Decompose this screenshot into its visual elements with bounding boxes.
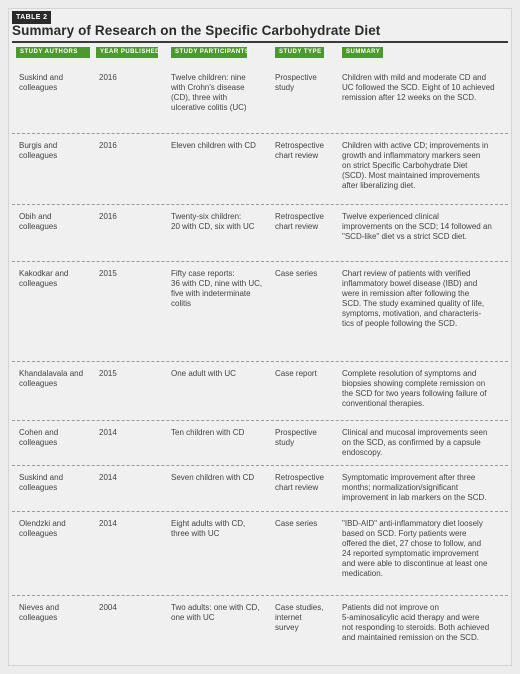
study-authors-cell-line: colleagues: [19, 379, 58, 388]
table-row: [12, 421, 508, 466]
year-cell: [99, 603, 159, 613]
participants-cell-line: Seven children with CD: [171, 473, 255, 482]
summary-cell: [342, 269, 504, 329]
summary-cell-line: on strict Specific Carbohydrate Diet: [342, 161, 468, 170]
study-authors-cell-line: colleagues: [19, 529, 58, 538]
summary-cell-line: the SCD for two years following failure of: [342, 389, 487, 398]
participants-cell: [171, 269, 273, 309]
study-authors-cell-line: Burgis and: [19, 141, 58, 150]
study-type-cell-line: internet: [275, 613, 302, 622]
study-type-cell-line: Prospective: [275, 73, 317, 82]
study-type-cell-line: chart review: [275, 222, 319, 231]
study-type-cell-line: chart review: [275, 151, 319, 160]
summary-cell-line: growth and inflammatory markers seen: [342, 151, 481, 160]
participants-cell: [171, 212, 273, 232]
summary-cell: [342, 141, 504, 191]
participants-cell-line: Twenty-six children:: [171, 212, 242, 221]
study-authors-cell: [19, 473, 94, 493]
summary-cell-line: remission after 12 weeks on the SCD.: [342, 93, 477, 102]
study-authors-cell-line: Cohen and: [19, 428, 59, 437]
summary-cell: [342, 473, 504, 503]
summary-cell-line: Children with mild and moderate CD and: [342, 73, 487, 82]
study-type-cell-line: Prospective: [275, 428, 317, 437]
summary-cell-line: on the SCD, as confirmed by a capsule: [342, 438, 481, 447]
summary-cell-line: UC followed the SCD. Eight of 10 achieved: [342, 83, 495, 92]
year-cell: [99, 212, 159, 222]
study-type-cell: [275, 369, 339, 379]
study-authors-cell: [19, 519, 94, 539]
header-year-published: YEAR PUBLISHED: [96, 47, 158, 58]
year-cell: [99, 519, 159, 529]
summary-cell-line: tics of people following the SCD.: [342, 319, 458, 328]
summary-cell: [342, 428, 504, 458]
year-cell: [99, 141, 159, 151]
study-type-cell-line: Case report: [275, 369, 317, 378]
summary-cell-line: improvement in lab markers on the SCD.: [342, 493, 487, 502]
study-type-cell-line: study: [275, 438, 295, 447]
year-cell: [99, 369, 159, 379]
summary-cell-line: Twelve experienced clinical: [342, 212, 439, 221]
study-authors-cell-line: Olendzki and: [19, 519, 66, 528]
participants-cell-line: Fifty case reports:: [171, 269, 235, 278]
summary-cell-line: endoscopy.: [342, 448, 383, 457]
summary-cell: [342, 369, 504, 409]
study-type-cell: [275, 428, 339, 448]
study-authors-cell: [19, 141, 94, 161]
study-type-cell-line: study: [275, 83, 295, 92]
summary-cell-line: months; normalization/significant: [342, 483, 459, 492]
summary-cell-line: "SCD-like" diet vs a strict SCD diet.: [342, 232, 467, 241]
participants-cell: [171, 141, 273, 151]
participants-cell-line: Eleven children with CD: [171, 141, 256, 150]
study-authors-cell-line: colleagues: [19, 279, 58, 288]
study-authors-cell-line: Suskind and: [19, 473, 64, 482]
summary-cell-line: Children with active CD; improvements in: [342, 141, 489, 150]
participants-cell: [171, 428, 273, 438]
study-type-cell-line: chart review: [275, 483, 319, 492]
participants-cell-line: ulcerative colitis (UC): [171, 103, 247, 112]
summary-cell-line: medication.: [342, 569, 383, 578]
summary-cell-line: SCD. The study examined quality of life,: [342, 299, 485, 308]
study-type-cell: [275, 73, 339, 93]
study-authors-cell: [19, 369, 94, 389]
participants-cell-line: one with UC: [171, 613, 215, 622]
study-authors-cell-line: colleagues: [19, 222, 58, 231]
participants-cell-line: with Crohn's disease: [171, 83, 245, 92]
study-type-cell: [275, 212, 339, 232]
year-cell: [99, 473, 159, 483]
summary-cell-line: not responding to steroids. Both achieved: [342, 623, 490, 632]
participants-cell-line: three with UC: [171, 529, 220, 538]
summary-cell: [342, 212, 504, 242]
study-type-cell-line: Case series: [275, 519, 318, 528]
study-type-cell-line: Retrospective: [275, 473, 324, 482]
year-cell-line: 2014: [99, 519, 117, 528]
study-authors-cell: [19, 269, 94, 289]
header-study-participants: STUDY PARTICIPANTS: [171, 47, 247, 58]
participants-cell: [171, 603, 273, 623]
study-authors-cell-line: Khandalavala and: [19, 369, 84, 378]
summary-cell-line: (SCD). Most maintained improvements: [342, 171, 480, 180]
table-row: [12, 596, 508, 655]
summary-cell-line: and maintained remission on the SCD.: [342, 633, 479, 642]
study-type-cell: [275, 473, 339, 493]
summary-cell-line: and were able to discontinue at least one: [342, 559, 488, 568]
year-cell: [99, 269, 159, 279]
summary-cell-line: "IBD-AID" anti-inflammatory diet loosely: [342, 519, 483, 528]
table-row: [12, 466, 508, 512]
study-authors-cell-line: colleagues: [19, 483, 58, 492]
summary-cell-line: after liberalizing diet.: [342, 181, 416, 190]
participants-cell: [171, 473, 273, 483]
summary-cell-line: Patients did not improve on: [342, 603, 439, 612]
year-cell-line: 2015: [99, 269, 117, 278]
participants-cell: [171, 73, 273, 113]
study-authors-cell-line: colleagues: [19, 151, 58, 160]
summary-cell-line: inflammatory bowel disease (IBD) and: [342, 279, 478, 288]
study-type-cell-line: survey: [275, 623, 299, 632]
study-authors-cell-line: Kakodkar and: [19, 269, 69, 278]
study-type-cell-line: Case series: [275, 269, 318, 278]
participants-cell-line: 36 with CD, nine with UC,: [171, 279, 263, 288]
participants-cell-line: colitis: [171, 299, 192, 308]
study-authors-cell-line: Obih and: [19, 212, 52, 221]
study-authors-cell-line: Suskind and: [19, 73, 64, 82]
year-cell-line: 2016: [99, 141, 117, 150]
summary-cell-line: improvements on the SCD; 14 followed an: [342, 222, 492, 231]
participants-cell-line: (CD), three with: [171, 93, 228, 102]
header-study-type: STUDY TYPE: [275, 47, 324, 58]
summary-cell-line: 24 reported symptomatic improvement: [342, 549, 479, 558]
participants-cell-line: five with indeterminate: [171, 289, 251, 298]
summary-cell: [342, 603, 504, 643]
header-study-authors: STUDY AUTHORS: [16, 47, 90, 58]
table-row: [12, 134, 508, 205]
table-label: TABLE 2: [12, 11, 51, 24]
study-authors-cell-line: Nieves and: [19, 603, 60, 612]
participants-cell-line: Ten children with CD: [171, 428, 245, 437]
year-cell-line: 2014: [99, 428, 117, 437]
table-row: [12, 205, 508, 262]
table-title: Summary of Research on the Specific Carbohydrate Diet: [12, 23, 381, 38]
year-cell-line: 2016: [99, 73, 117, 82]
participants-cell-line: One adult with UC: [171, 369, 236, 378]
study-authors-cell-line: colleagues: [19, 83, 58, 92]
study-type-cell-line: Case studies,: [275, 603, 324, 612]
study-authors-cell-line: colleagues: [19, 438, 58, 447]
summary-cell: [342, 519, 504, 579]
study-type-cell: [275, 269, 339, 279]
study-type-cell: [275, 603, 339, 633]
participants-cell-line: 20 with CD, six with UC: [171, 222, 255, 231]
participants-cell-line: Eight adults with CD,: [171, 519, 246, 528]
table-row: [12, 512, 508, 596]
header-summary: SUMMARY: [342, 47, 383, 58]
table-row: [12, 362, 508, 421]
study-type-cell: [275, 141, 339, 161]
study-authors-cell: [19, 428, 94, 448]
summary-cell-line: Complete resolution of symptoms and: [342, 369, 477, 378]
table-row: [12, 262, 508, 362]
year-cell-line: 2015: [99, 369, 117, 378]
summary-cell-line: conventional therapies.: [342, 399, 425, 408]
participants-cell: [171, 369, 273, 379]
study-authors-cell: [19, 212, 94, 232]
year-cell-line: 2014: [99, 473, 117, 482]
summary-cell-line: Chart review of patients with verified: [342, 269, 471, 278]
summary-cell-line: symptoms, motivation, and characteris-: [342, 309, 482, 318]
summary-cell: [342, 73, 504, 103]
study-authors-cell: [19, 73, 94, 93]
study-authors-cell-line: colleagues: [19, 613, 58, 622]
year-cell-line: 2004: [99, 603, 117, 612]
summary-cell-line: were in remission after following the: [342, 289, 470, 298]
participants-cell-line: Twelve children: nine: [171, 73, 246, 82]
year-cell-line: 2016: [99, 212, 117, 221]
table-row: [12, 66, 508, 134]
summary-cell-line: Symptomatic improvement after three: [342, 473, 476, 482]
study-type-cell-line: Retrospective: [275, 212, 324, 221]
study-authors-cell: [19, 603, 94, 623]
participants-cell: [171, 519, 273, 539]
summary-cell-line: based on SCD. Forty patients were: [342, 529, 467, 538]
summary-cell-line: offered the diet, 27 chose to follow, and: [342, 539, 482, 548]
study-type-cell-line: Retrospective: [275, 141, 324, 150]
summary-cell-line: 5-aminosalicylic acid therapy and were: [342, 613, 480, 622]
summary-cell-line: biopsies showing complete remission on: [342, 379, 486, 388]
summary-cell-line: Clinical and mucosal improvements seen: [342, 428, 488, 437]
title-divider: [12, 41, 508, 43]
year-cell: [99, 73, 159, 83]
participants-cell-line: Two adults: one with CD,: [171, 603, 260, 612]
year-cell: [99, 428, 159, 438]
study-type-cell: [275, 519, 339, 529]
